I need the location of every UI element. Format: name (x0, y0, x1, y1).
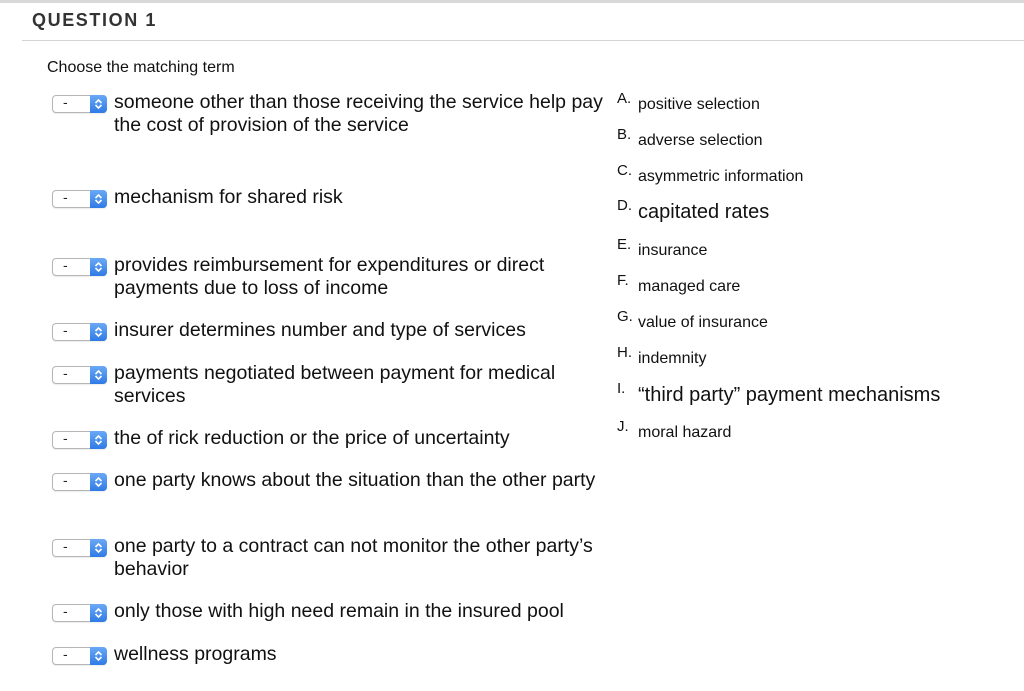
select-value: - (63, 365, 68, 381)
top-rule (0, 0, 1024, 3)
option-letter: G. (617, 308, 633, 325)
option-text: moral hazard (638, 424, 732, 441)
select-value: - (63, 322, 68, 338)
option-text: insurance (638, 242, 708, 259)
select-arrows-icon (90, 366, 107, 384)
option-text: positive selection (638, 96, 760, 113)
term-select[interactable] (52, 539, 107, 557)
select-value: - (63, 538, 68, 554)
term-select[interactable] (52, 95, 107, 113)
prompt-text: someone other than those receiving the service help pay the cost of provision of the service (114, 91, 603, 136)
select-arrows-icon (90, 190, 107, 208)
select-value: - (63, 430, 68, 446)
prompt-text: the of rick reduction or the price of uncertainty (114, 427, 510, 449)
option-text: managed care (638, 278, 741, 295)
term-select[interactable] (52, 258, 107, 276)
option-text: adverse selection (638, 132, 763, 149)
select-arrows-icon (90, 258, 107, 276)
prompt-text: wellness programs (114, 643, 277, 665)
option-text: “third party” payment mechanisms (638, 384, 941, 406)
prompt-text: insurer determines number and type of services (114, 319, 526, 341)
option-text: asymmetric information (638, 168, 804, 185)
term-select[interactable] (52, 473, 107, 491)
instruction-text: Choose the matching term (47, 59, 235, 76)
option-letter: F. (617, 272, 629, 289)
option-letter: B. (617, 126, 632, 143)
select-arrows-icon (90, 647, 107, 665)
select-arrows-icon (90, 431, 107, 449)
option-text: capitated rates (638, 201, 770, 223)
select-arrows-icon (90, 473, 107, 491)
term-select[interactable] (52, 323, 107, 341)
term-select[interactable] (52, 647, 107, 665)
select-value: - (63, 603, 68, 619)
select-arrows-icon (90, 323, 107, 341)
question-title: QUESTION 1 (32, 10, 158, 30)
option-letter: H. (617, 344, 632, 361)
option-text: indemnity (638, 350, 707, 367)
option-letter: I. (617, 380, 626, 397)
option-letter: D. (617, 197, 632, 214)
option-letter: C. (617, 162, 632, 179)
prompt-text: one party to a contract can not monitor the other party’s behavior (114, 535, 593, 580)
term-select[interactable] (52, 366, 107, 384)
prompt-text: mechanism for shared risk (114, 186, 343, 208)
select-value: - (63, 257, 68, 273)
prompt-text: only those with high need remain in the insured pool (114, 600, 564, 622)
term-select[interactable] (52, 431, 107, 449)
option-letter: E. (617, 236, 632, 253)
select-arrows-icon (90, 539, 107, 557)
option-letter: J. (617, 418, 629, 435)
select-arrows-icon (90, 95, 107, 113)
prompt-text: provides reimbursement for expenditures or direct payments due to loss of income (114, 254, 545, 299)
select-value: - (63, 189, 68, 205)
select-value: - (63, 472, 68, 488)
select-value: - (63, 94, 68, 110)
divider (22, 40, 1024, 41)
select-arrows-icon (90, 604, 107, 622)
select-value: - (63, 646, 68, 662)
option-text: value of insurance (638, 314, 768, 331)
prompt-text: one party knows about the situation than the other party (114, 469, 596, 491)
term-select[interactable] (52, 190, 107, 208)
term-select[interactable] (52, 604, 107, 622)
prompt-text: payments negotiated between payment for medical services (114, 362, 556, 407)
option-letter: A. (617, 90, 632, 107)
